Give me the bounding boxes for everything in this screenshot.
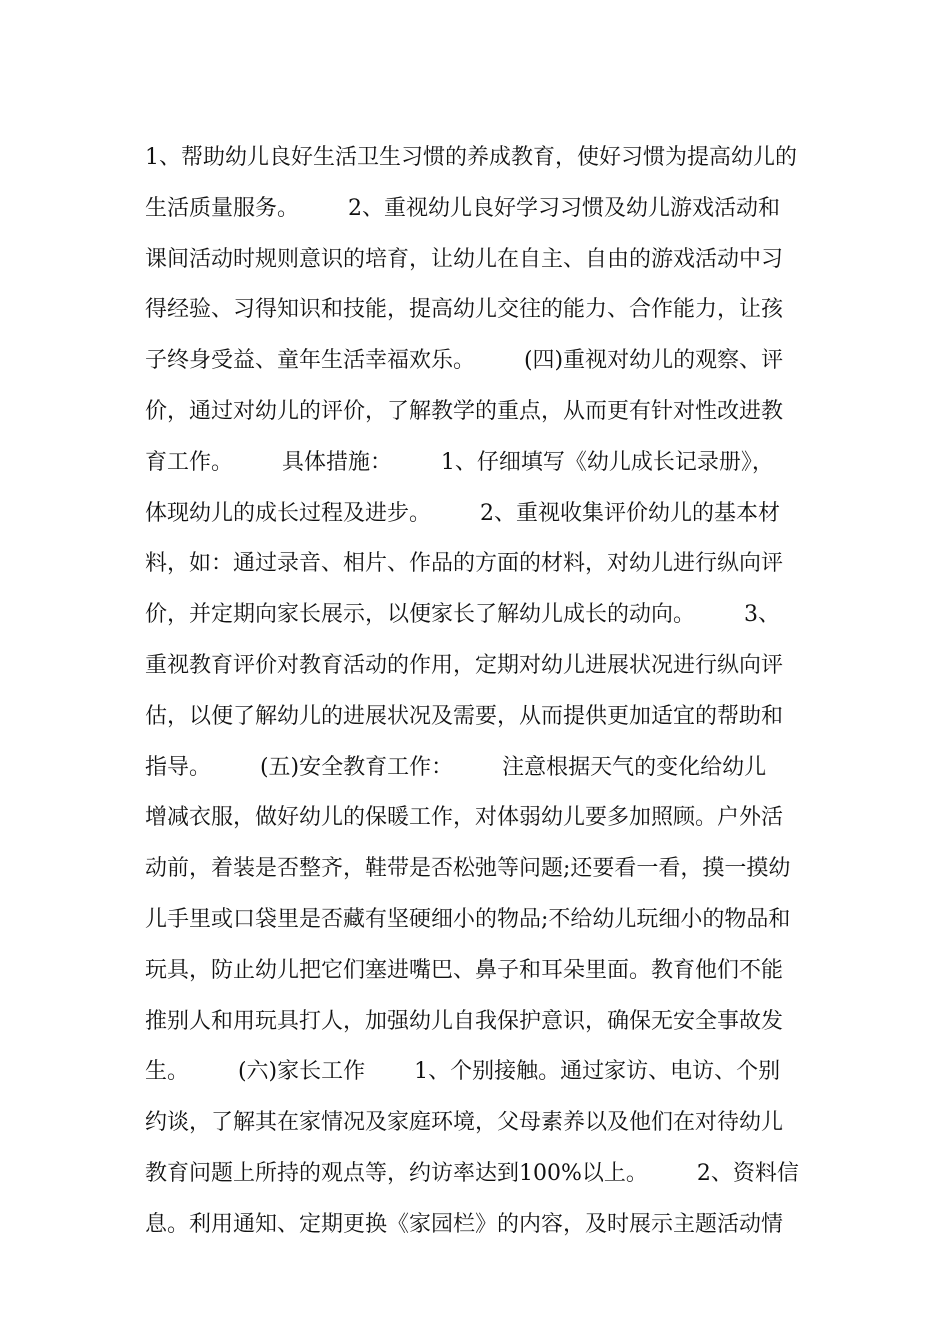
text-line: 价，并定期向家长展示，以便家长了解幼儿成长的动向。 3、 xyxy=(145,602,780,628)
text-line: 得经验、习得知识和技能，提高幼儿交往的能力、合作能力，让孩 xyxy=(145,297,784,323)
text-line: 动前，着装是否整齐，鞋带是否松弛等问题;还要看一看，摸一摸幼 xyxy=(145,856,791,882)
text-line: 息。利用通知、定期更换《家园栏》的内容，及时展示主题活动情 xyxy=(145,1211,784,1237)
text-line: 生活质量服务。 2、重视幼儿良好学习习惯及幼儿游戏活动和 xyxy=(145,195,780,221)
text-line: 子终身受益、童年生活幸福欢乐。 (四)重视对幼儿的观察、评 xyxy=(145,348,784,374)
text-line: 体现幼儿的成长过程及进步。 2、重视收集评价幼儿的基本材 xyxy=(145,500,780,526)
text-line: 料，如：通过录音、相片、作品的方面的材料，对幼儿进行纵向评 xyxy=(145,551,784,577)
text-line: 价，通过对幼儿的评价，了解教学的重点，从而更有针对性改进教 xyxy=(145,398,784,424)
text-line: 增减衣服，做好幼儿的保暖工作，对体弱幼儿要多加照顾。户外活 xyxy=(145,805,784,831)
text-line: 育工作。 具体措施： 1、仔细填写《幼儿成长记录册》， xyxy=(145,449,774,475)
text-line: 重视教育评价对教育活动的作用，定期对幼儿进展状况进行纵向评 xyxy=(145,652,784,678)
text-line: 指导。 (五)安全教育工作： 注意根据天气的变化给幼儿 xyxy=(145,754,767,780)
text-line: 儿手里或口袋里是否藏有坚硬细小的物品;不给幼儿玩细小的物品和 xyxy=(145,906,791,932)
text-line: 玩具，防止幼儿把它们塞进嘴巴、鼻子和耳朵里面。教育他们不能 xyxy=(145,957,784,983)
text-line: 约谈，了解其在家情况及家庭环境，父母素养以及他们在对待幼儿 xyxy=(145,1110,784,1136)
text-line: 估，以便了解幼儿的进展状况及需要，从而提供更加适宜的帮助和 xyxy=(145,703,784,729)
text-line: 推别人和用玩具打人，加强幼儿自我保护意识，确保无安全事故发 xyxy=(145,1008,784,1034)
body-text xyxy=(145,133,810,1251)
text-line: 1、帮助幼儿良好生活卫生习惯的养成教育，使好习惯为提高幼儿的 xyxy=(145,145,797,170)
text-line: 生。 (六)家长工作 1、个别接触。通过家访、电访、个别 xyxy=(145,1059,781,1085)
text-line: 课间活动时规则意识的培育，让幼儿在自主、自由的游戏活动中习 xyxy=(145,246,784,272)
text-line: 教育问题上所持的观点等，约访率达到100%以上。 2、资料信 xyxy=(145,1160,799,1186)
